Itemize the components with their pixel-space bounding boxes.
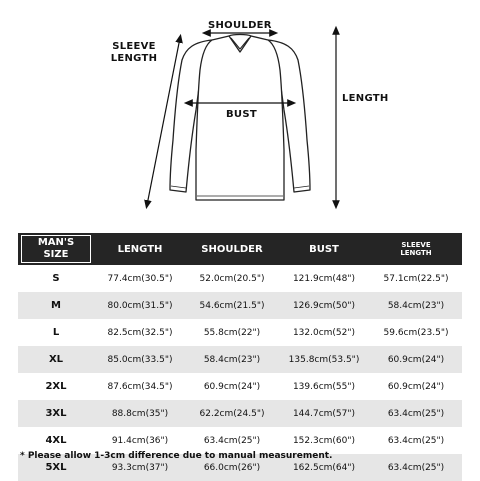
bust-cell: 144.7cm(57") bbox=[278, 400, 370, 427]
shoulder-cell: 55.8cm(22") bbox=[186, 319, 278, 346]
length-cell: 88.8cm(35") bbox=[94, 400, 186, 427]
header-length: LENGTH bbox=[94, 233, 186, 265]
shoulder-cell: 66.0cm(26") bbox=[186, 454, 278, 481]
size-cell: 2XL bbox=[18, 373, 94, 400]
header-sleeve-line2: LENGTH bbox=[400, 249, 432, 257]
shoulder-cell: 52.0cm(20.5") bbox=[186, 265, 278, 292]
bust-cell: 162.5cm(64") bbox=[278, 454, 370, 481]
size-cell: L bbox=[18, 319, 94, 346]
size-cell: 3XL bbox=[18, 400, 94, 427]
length-cell: 82.5cm(32.5") bbox=[94, 319, 186, 346]
size-cell: M bbox=[18, 292, 94, 319]
table-row bbox=[18, 319, 462, 346]
shoulder-cell: 54.6cm(21.5") bbox=[186, 292, 278, 319]
bust-cell: 135.8cm(53.5") bbox=[278, 346, 370, 373]
bust-cell: 121.9cm(48") bbox=[278, 265, 370, 292]
sleeve-cell: 59.6cm(23.5") bbox=[370, 319, 462, 346]
table-row bbox=[18, 292, 462, 319]
sleeve-label-line2: LENGTH bbox=[110, 53, 158, 64]
size-cell: S bbox=[18, 265, 94, 292]
table-row bbox=[18, 400, 462, 427]
table-row bbox=[18, 373, 462, 400]
bust-cell: 139.6cm(55") bbox=[278, 373, 370, 400]
bust-label: BUST bbox=[226, 109, 257, 120]
sleeve-cell: 63.4cm(25") bbox=[370, 427, 462, 454]
table-header-row bbox=[18, 233, 462, 265]
sleeve-cell: 58.4cm(23") bbox=[370, 292, 462, 319]
header-shoulder: SHOULDER bbox=[186, 233, 278, 265]
shoulder-cell: 58.4cm(23") bbox=[186, 346, 278, 373]
length-cell: 80.0cm(31.5") bbox=[94, 292, 186, 319]
sleeve-length-label bbox=[108, 41, 160, 65]
measurement-note: * Please allow 1-3cm difference due to manual measurement. bbox=[20, 451, 333, 461]
shoulder-label: SHOULDER bbox=[208, 20, 272, 31]
table-row bbox=[18, 346, 462, 373]
size-cell: XL bbox=[18, 346, 94, 373]
shoulder-cell: 62.2cm(24.5") bbox=[186, 400, 278, 427]
sleeve-cell: 60.9cm(24") bbox=[370, 346, 462, 373]
length-cell: 85.0cm(33.5") bbox=[94, 346, 186, 373]
measurement-diagram bbox=[0, 0, 480, 225]
header-size bbox=[18, 233, 94, 265]
bust-cell: 152.3cm(60") bbox=[278, 427, 370, 454]
length-cell: 93.3cm(37") bbox=[94, 454, 186, 481]
size-chart-table bbox=[18, 233, 462, 481]
length-label: LENGTH bbox=[342, 93, 389, 104]
header-sleeve-line1: SLEEVE bbox=[401, 241, 431, 249]
header-bust: BUST bbox=[278, 233, 370, 265]
sleeve-cell: 60.9cm(24") bbox=[370, 373, 462, 400]
length-cell: 77.4cm(30.5") bbox=[94, 265, 186, 292]
sleeve-cell: 63.4cm(25") bbox=[370, 400, 462, 427]
header-size-label: MAN'S SIZE bbox=[21, 235, 91, 263]
length-cell: 91.4cm(36") bbox=[94, 427, 186, 454]
table-row bbox=[18, 427, 462, 454]
shoulder-cell: 60.9cm(24") bbox=[186, 373, 278, 400]
size-cell: 4XL bbox=[18, 427, 94, 454]
sleeve-cell: 63.4cm(25") bbox=[370, 454, 462, 481]
bust-cell: 132.0cm(52") bbox=[278, 319, 370, 346]
sleeve-label-line1: SLEEVE bbox=[112, 41, 156, 52]
table-row bbox=[18, 265, 462, 292]
bust-cell: 126.9cm(50") bbox=[278, 292, 370, 319]
shoulder-cell: 63.4cm(25") bbox=[186, 427, 278, 454]
size-cell: 5XL bbox=[18, 454, 94, 481]
sleeve-cell: 57.1cm(22.5") bbox=[370, 265, 462, 292]
header-sleeve-length bbox=[370, 233, 462, 265]
length-cell: 87.6cm(34.5") bbox=[94, 373, 186, 400]
